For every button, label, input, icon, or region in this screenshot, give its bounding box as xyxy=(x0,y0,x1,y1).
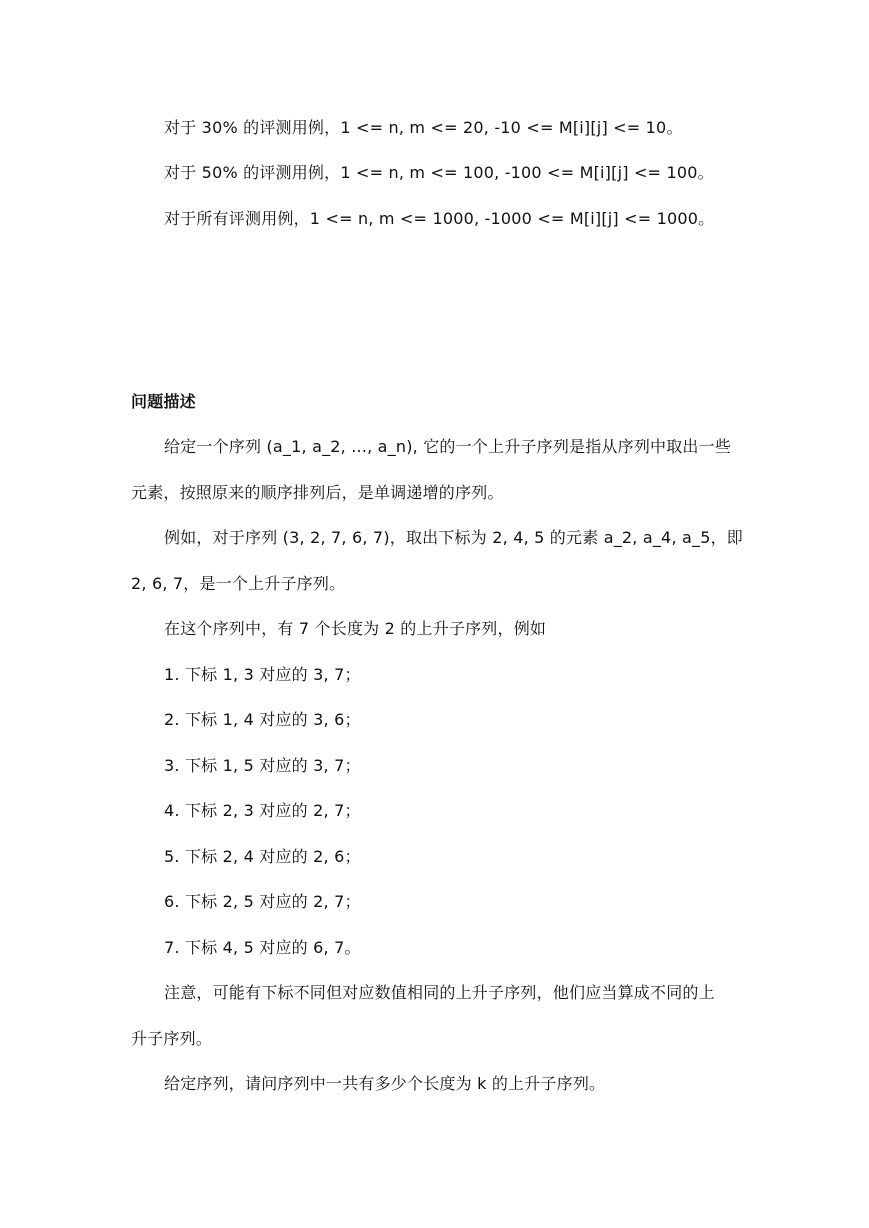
section-title: 问题描述 xyxy=(131,392,196,411)
constraint-all-cases: 对于所有评测用例，1 <= n, m <= 1000, -1000 <= M[i][j] <= 1000。 xyxy=(164,209,715,228)
definition-line-2: 元素，按照原来的顺序排列后，是单调递增的序列。 xyxy=(131,483,504,502)
example-line-1: 例如，对于序列 (3, 2, 7, 6, 7)，取出下标为 2, 4, 5 的元素 a_2, a_4, a_5，即 xyxy=(164,528,743,547)
definition-line-1: 给定一个序列 (a_1, a_2, ..., a_n), 它的一个上升子序列是指从序列中取出一些 xyxy=(164,437,732,456)
constraint-50-percent: 对于 50% 的评测用例，1 <= n, m <= 100, -100 <= M[i][j] <= 100。 xyxy=(164,163,714,182)
note-line-1: 注意，可能有下标不同但对应数值相同的上升子序列，他们应当算成不同的上 xyxy=(164,983,715,1002)
list-item: 7. 下标 4, 5 对应的 6, 7。 xyxy=(164,938,361,957)
list-item: 4. 下标 2, 3 对应的 2, 7； xyxy=(164,801,361,820)
list-item: 3. 下标 1, 5 对应的 3, 7； xyxy=(164,756,361,775)
constraint-30-percent: 对于 30% 的评测用例，1 <= n, m <= 20, -10 <= M[i][j] <= 10。 xyxy=(164,118,683,137)
list-item: 2. 下标 1, 4 对应的 3, 6； xyxy=(164,710,361,729)
count-intro: 在这个序列中，有 7 个长度为 2 的上升子序列，例如 xyxy=(164,619,547,638)
list-item: 5. 下标 2, 4 对应的 2, 6； xyxy=(164,847,361,866)
list-item: 1. 下标 1, 3 对应的 3, 7； xyxy=(164,665,361,684)
example-line-2: 2, 6, 7，是一个上升子序列。 xyxy=(131,574,346,593)
question-line: 给定序列，请问序列中一共有多少个长度为 k 的上升子序列。 xyxy=(164,1074,606,1093)
note-line-2: 升子序列。 xyxy=(131,1029,213,1048)
list-item: 6. 下标 2, 5 对应的 2, 7； xyxy=(164,892,361,911)
